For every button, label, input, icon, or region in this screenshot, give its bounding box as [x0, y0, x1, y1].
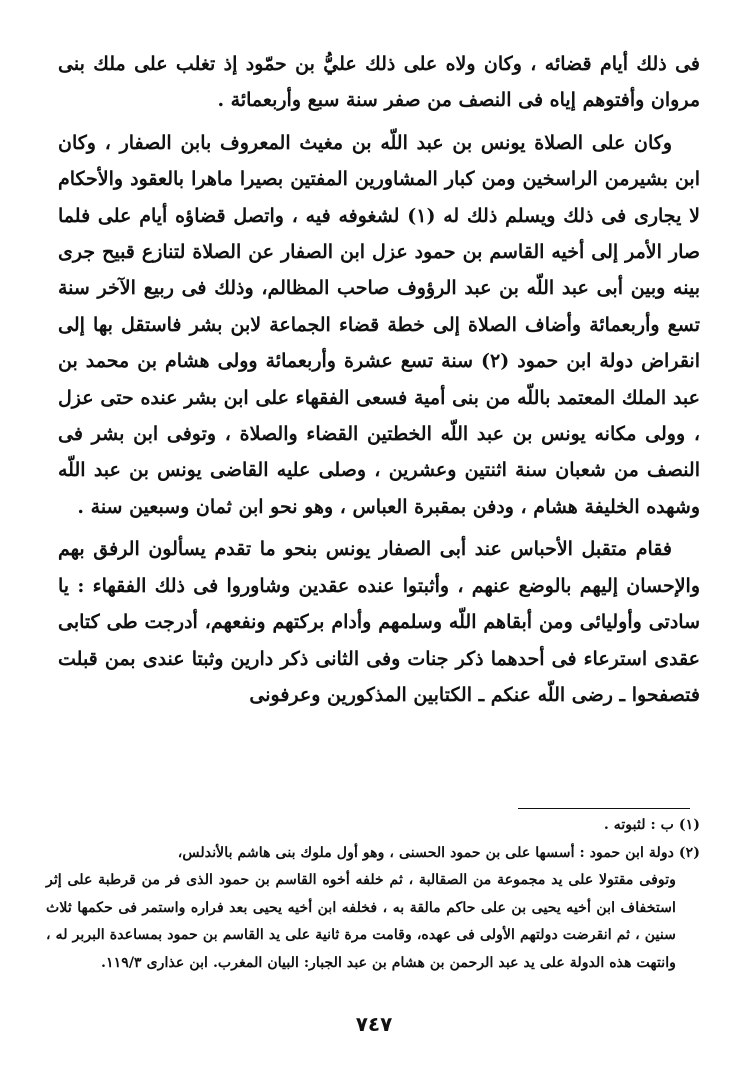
- paragraph-2: وكان على الصلاة يونس بن عبد اللّه بن مغيث المعروف بابن الصفار ، وكان ابن بشيرمن الراسخين ومن كبار المشاورين المفتين بصيرا ماهرا بالعقود والأحكام لا يجارى فى ذلك ويسلم ذلك له (١) لشغوفه فيه ، واتصل قضاؤه أيام على فلما صار الأمر إلى أخيه القاسم بن حمود عزل ابن الصفار عن الصلاة لتنازع قبيح جرى بينه وبين أبى عبد اللّه بن عبد الرؤوف صاحب المظالم، وذلك فى ربيع الآخر سنة تسع وأربعمائة وأضاف الصلاة إلى خطة قضاء الجماعة لابن بشر فاستقل بها إلى انقراض دولة ابن حمود (٢) سنة تسع عشرة وأربعمائة وولى هشام بن محمد بن عبد الملك المعتمد باللّه من بنى أمية فسعى الفقهاء على ابن بشر عنده حتى عزل ، وولى مكانه يونس بن عبد اللّه الخطتين القضاء والصلاة ، وتوفى ابن بشر فى النصف من شعبان سنة اثنتين وعشرين ، وصلى عليه القاضى يونس بن عبد اللّه وشهده الخليفة هشام ، ودفن بمقبرة العباس ، وهو نحو ابن ثمان وسبعين سنة .: [58, 131, 700, 518]
- footnote-separator: [518, 808, 690, 809]
- footnote-2-head: (٢) دولة ابن حمود : أسسها على بن حمود الحسنى ، وهو أول ملوك بنى هاشم بالأندلس،: [177, 844, 700, 861]
- page-number: ٧٤٧: [355, 1012, 393, 1036]
- paragraph-3: فقام متقبل الأحباس عند أبى الصفار يونس بنحو ما تقدم يسألون الرفق بهم والإحسان إليهم بالوضع عنهم ، وأثبتوا عنده عقدين وشاوروا فى ذلك الفقهاء : يا سادتى وأوليائى ومن أبقاهم اللّه وسلمهم وأدام بركتهم ونفعهم، أدرجت طى كتابى عقدى استرعاء فى أحدهما ذكر جنات وفى الثانى ذكر دارين وثبتا عندى بمن قبلت فتصفحوا ـ رضى اللّه عنكم ـ الكتابين المذكورين وعرفونى: [58, 538, 700, 706]
- main-text: [58, 46, 700, 713]
- footnote-1: (١) ب : لثبوته .: [603, 817, 700, 833]
- footnotes: [46, 812, 700, 977]
- footnote-2-body: وتوفى مقتولا على يد مجموعة من الصقالبة ، ثم خلفه أخوه القاسم بن حمود الذى فر من قرطبة على إثر استخفاف ابن أخيه يحيى بن على حاكم مالقة به ، فخلفه ابن أخيه يحيى بعد فراره واستمر فى حكمها ثلاث سنين ، ثم انقرضت دولتهم الأولى فى عهده، وقامت مرة ثانية على يد القاسم بن حمود بمساعدة البربر له ، وانتهت هذه الدولة على يد عبد الرحمن بن هشام بن عبد الجبار: البيان المغرب. ابن عذارى ١١٩/٣.: [46, 872, 676, 971]
- paragraph-1: فى ذلك أيام قضائه ، وكان ولاه على ذلك عليُّ بن حمّود إذ تغلب على ملك بنى مروان وأفتوهم إياه فى النصف من صفر سنة سبع وأربعمائة .: [58, 53, 700, 112]
